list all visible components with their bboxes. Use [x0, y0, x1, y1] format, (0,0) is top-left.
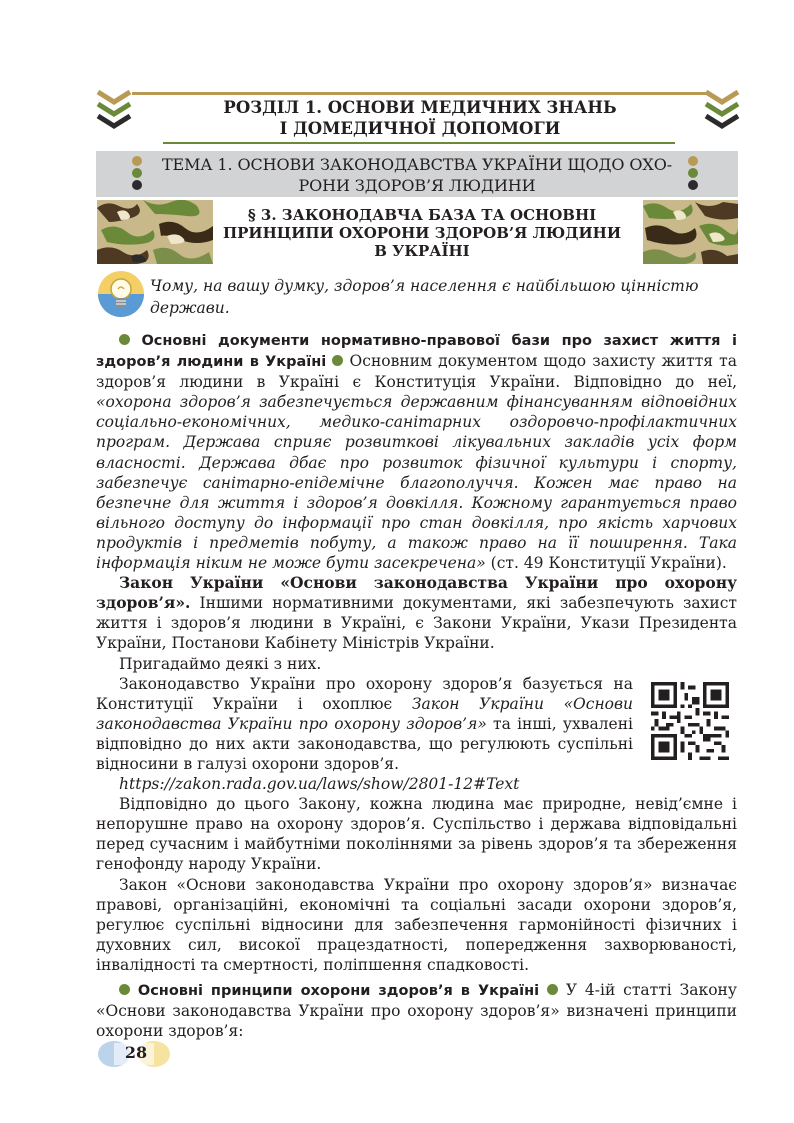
camouflage-pattern-left [97, 200, 213, 264]
subheading-principles: Основні принципи охорони здоров’я в Україні [137, 983, 540, 999]
topic-title-line-1: ТЕМА 1. ОСНОВИ ЗАКОНОДАВСТВА УКРАЇНИ ЩОДО ОХО- [161, 155, 673, 174]
subheading-documents: Основні документи нормативно-правової бази про захист життя і здоров’я людини в Україні [96, 333, 737, 371]
topic-title [142, 154, 692, 196]
section-title-line-1: § 3. ЗАКОНОДАВЧА БАЗА ТА ОСНОВНІ [247, 206, 597, 224]
bullet-dot-icon [332, 355, 343, 366]
paragraph-4: Законодавство України про охорону здоров’я базується на Конституції України і охоплює Закон України «Основи законодавства України про охорону здоров’я» та інші, ухвалені відповідно до них акти законодавства, що регулюють суспільні відносини в галузі охорони здоров’я. [96, 674, 633, 773]
bullet-dot-icon [119, 984, 130, 995]
paragraph-2: Закон України «Основи законодавства України про охорону здоров’я». Іншими нормативними документами, які забезпечують захист життя і здоров’я людини в Україні, є Закони України, Укази Президента України, Постанови Кабінету Міністрів України. [96, 573, 737, 653]
bullet-dot-icon [547, 984, 558, 995]
qr-code[interactable] [651, 682, 729, 760]
section-title-line-2: ПРИНЦИПИ ОХОРОНИ ЗДОРОВ’Я ЛЮДИНИ [222, 224, 622, 242]
lightbulb-icon [97, 270, 145, 318]
header-rule-top [132, 92, 706, 95]
main-text [96, 330, 737, 1041]
chapter-title-line-1: РОЗДІЛ 1. ОСНОВИ МЕДИЧНИХ ЗНАНЬ [223, 98, 617, 117]
header-rule-bottom [163, 142, 675, 144]
camouflage-pattern-right [643, 200, 738, 264]
section-title-line-3: В УКРАЇНІ [374, 242, 470, 260]
constitution-quote: «охорона здоров’я забезпечується державним фінансуванням відповідних соціально-економічних, медико-санітарних оздоровчо-профілактичних програм. Держава сприяє розвиткові лікувальних закладів усіх форм власності. Держава дбає про розвиток фізичної культури і спорту, забезпечує санітарно-епідемічне благополуччя. Кожен має право на безпечне для життя і здоров’я довкілля. Кожному гарантується право вільного доступу до інформації про стан довкілля, про якість харчових продуктів і предметів побуту, а також право на її поширення. Така інформація ніким не може бути засекречена» [96, 393, 737, 573]
dots-ornament-left-icon [132, 156, 142, 192]
intro-question: Чому, на вашу думку, здоров’я населення є найбільшою цінністю держави. [150, 277, 699, 317]
law-link[interactable]: https://zakon.rada.gov.ua/laws/show/2801-12#Text [119, 775, 520, 794]
chapter-title [160, 97, 680, 139]
paragraph-1: Основні документи нормативно-правової бази про захист життя і здоров’я людини в Україні Основним документом щодо захисту життя та здоров’я людини в Україні є Конституція України. Відповідно до неї, «охорона здоров’я забезпечується державним фінансуванням відповідних соціально-економічних, медико-санітарних оздоровчо-профілактичних програм. Держава сприяє розвиткові лікувальних закладів усіх форм власності. Держава дбає про розвиток фізичної культури і спорту, забезпечує санітарно-епідемічне благополуччя. Кожен має право на безпечне для життя і здоров’я довкілля. Кожному гарантується право вільного доступу до інформації про стан довкілля, про якість харчових продуктів і предметів побуту, а також право на її поширення. Така інформація ніким не може бути засекречена» (ст. 49 Конституції України). [96, 333, 737, 573]
chevron-ornament-left-icon [96, 88, 132, 134]
chapter-title-line-2: І ДОМЕДИЧНОЇ ДОПОМОГИ [279, 119, 561, 138]
section-title [200, 206, 644, 260]
paragraph-3: Пригадаймо деякі з них. [119, 654, 322, 673]
paragraph-5: Відповідно до цього Закону, кожна людина має природне, невід’ємне і непорушне право на охорону здоров’я. Суспільство і держава відповідальні перед сучасним і майбутніми поколіннями за рівень здоров’я та збереження генофонду народу України. [96, 795, 737, 874]
topic-title-line-2: РОНИ ЗДОРОВ’Я ЛЮДИНИ [298, 176, 536, 195]
paragraph-7: Основні принципи охорони здоров’я в Україні У 4-ій статті Закону «Основи законодавства України про охорону здоров’я» визначені принципи охорони здоров’я: [96, 981, 737, 1041]
chevron-ornament-right-icon [704, 88, 740, 134]
page-number: 28 [124, 1043, 148, 1062]
paragraph-6: Закон «Основи законодавства України про охорону здоров’я» визначає правові, організаційні, економічні та соціальні засади охорони здоров’я, регулює суспільні відносини для забезпечення гармонійності фізичних і духовних сил, високої працездатності, попередження захворюваності, інвалідності та смертності, поліпшення спадковості. [96, 875, 737, 974]
bullet-dot-icon [119, 334, 130, 345]
